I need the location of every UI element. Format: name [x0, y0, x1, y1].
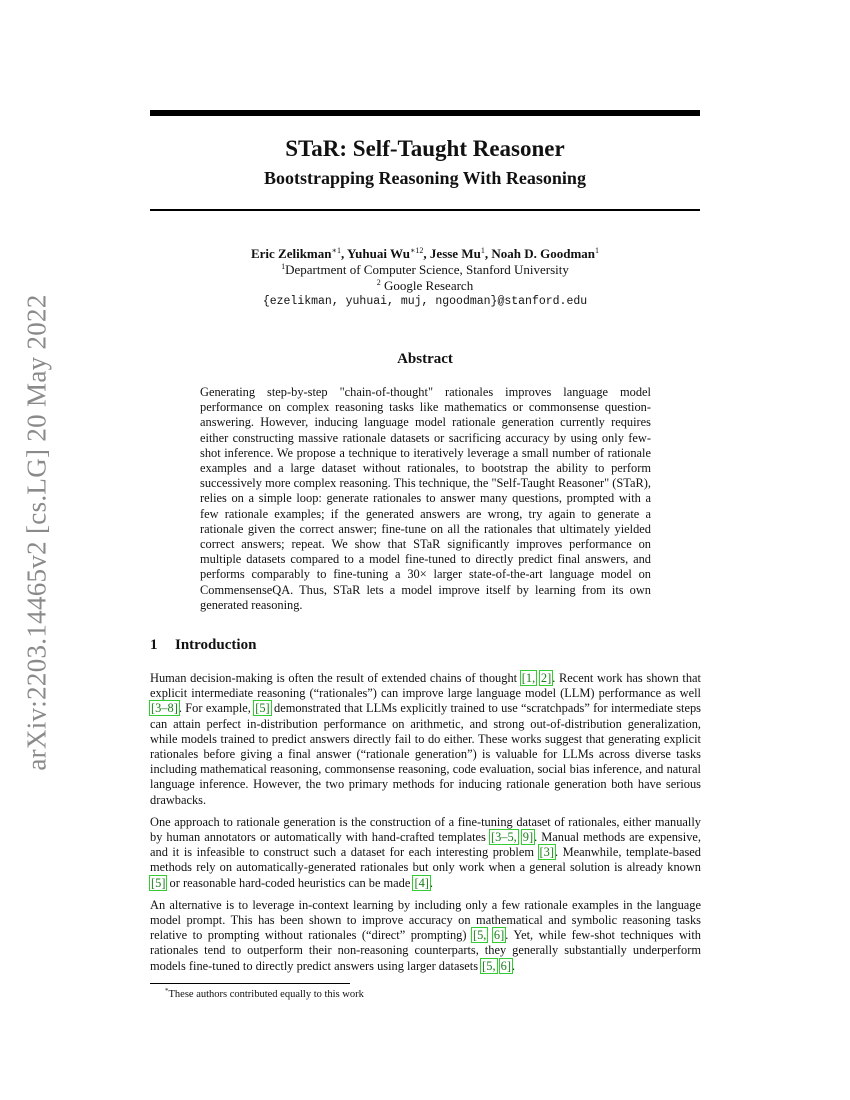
paragraph-text: . For example,: [178, 701, 255, 716]
intro-paragraph: [150, 815, 701, 891]
author-name: Yuhuai Wu: [346, 246, 410, 261]
citation-link[interactable]: [4]: [414, 875, 429, 890]
paragraph-text: . Yet, while few-shot techniques with rationales tend to outperform their non-reasoning counterparts, they generally substantially underperform models fine-tuned to directly predict answers using larger datasets: [150, 928, 701, 973]
author-affiliation-marker: ∗12: [409, 246, 424, 255]
paragraph-text: . Manual methods are expensive, and it is infeasible to construct such a dataset for each interesting problem: [150, 830, 701, 860]
footnote-marker: *: [165, 987, 169, 995]
paragraph-text: . Meanwhile, template-based methods rely on automatically-generated rationales but only work when a general solution is already known: [150, 845, 701, 875]
citation-link[interactable]: [5]: [255, 701, 270, 716]
paper-subtitle: Bootstrapping Reasoning With Reasoning: [264, 168, 586, 188]
author-name: Eric Zelikman: [250, 246, 332, 261]
author-separator: ,: [484, 246, 492, 261]
author-emails: {ezelikman, yuhuai, muj, ngoodman}@stanford.edu: [262, 295, 588, 308]
author-separator: ,: [423, 246, 430, 261]
citation-link[interactable]: [5,: [472, 928, 487, 943]
citation-link[interactable]: [5,: [482, 958, 496, 973]
affiliation-1-text: Department of Computer Science, Stanford University: [285, 262, 569, 277]
footnote: [165, 988, 364, 1001]
title-top-rule: [150, 110, 700, 116]
paper-title: STaR: Self-Taught Reasoner: [285, 136, 565, 161]
author-name: Noah D. Goodman: [491, 246, 596, 261]
abstract-heading: Abstract: [397, 351, 453, 367]
paragraph-text: demonstrated that LLMs explicitly trained to use “scratchpads” for intermediate steps can attain perfect in-distribution performance on arithmetic, and strong out-of-distribution generalization, while models trained to predict answers directly fail to do either. These works suggest that generating explicit rationales before giving a final answer (“rationale generation”) is valuable for LLMs across diverse tasks including mathematical reasoning, commonsense reasoning, code evaluation, social bias inference, and natural language inference. However, the two primary methods for inducing rationale generation both have serious drawbacks.: [150, 701, 701, 807]
author-affiliation-marker: 1: [480, 246, 485, 255]
author-affiliation-marker: 1: [595, 246, 600, 255]
citation-link[interactable]: [1,: [521, 671, 536, 685]
arxiv-stamp-text: arXiv:2203.14465v2 [cs.LG] 20 May 2022: [21, 293, 52, 771]
affiliation-2-marker: 2: [376, 278, 381, 287]
intro-paragraph: [150, 671, 701, 808]
author-name: Jesse Mu: [429, 246, 481, 261]
intro-paragraph: [150, 898, 701, 974]
section-number: 1: [150, 637, 158, 653]
citation-link[interactable]: 6]: [500, 958, 511, 973]
paragraph-text: .: [429, 875, 434, 890]
paragraph-text: An alternative is to leverage in-context learning by including only a few rationale examples in the language model prompt. This has been shown to improve accuracy on mathematical and symbolic reasoning tasks relative to prompting without rationales (“direct” prompting): [150, 897, 701, 943]
paragraph-text: One approach to rationale generation is the construction of a fine-tuning dataset of rationales, either manually by human annotators or automatically with hand-crafted templates: [150, 814, 701, 845]
affiliation-1-marker: 1: [281, 262, 286, 271]
citation-link[interactable]: [5]: [151, 875, 166, 890]
citation-link[interactable]: 9]: [522, 830, 534, 845]
section-title: Introduction: [175, 637, 257, 653]
introduction-body: [150, 671, 701, 981]
author-separator: ,: [340, 246, 347, 261]
title-bottom-rule: [150, 209, 700, 211]
citation-link[interactable]: [3]: [539, 845, 554, 860]
footnote-rule: [150, 983, 350, 984]
affiliation-2: [150, 278, 700, 294]
arxiv-identifier-stamp: [12, 288, 62, 776]
citation-link[interactable]: [3–8]: [151, 701, 178, 716]
citation-link[interactable]: 6]: [493, 928, 505, 943]
affiliation-1: [150, 262, 700, 278]
abstract-text: Generating step-by-step "chain-of-thought" rationales improves language model performance on complex reasoning tasks like mathematics or commonsense question-answering. However, inducing language model rationale generation currently requires either constructing massive rationale datasets or sacrificing accuracy by using only few-shot inference. We propose a technique to iteratively leverage a small number of rationale examples and a large dataset without rationales, to bootstrap the ability to perform successively more complex reasoning. This technique, the "Self-Taught Reasoner" (STaR), relies on a simple loop: generate rationales to answer many questions, prompted with a few rationale examples; if the generated answers are wrong, try again to generate a rationale given the correct answer; fine-tune on all the rationales that ultimately yielded correct answers; repeat. We show that STaR significantly improves performance on multiple datasets compared to a model fine-tuned to directly predict final answers, and performs comparably to fine-tuning a 30× larger state-of-the-art language model on CommensenseQA. Thus, STaR lets a model improve itself by learning from its own generated reasoning.: [200, 385, 651, 612]
section-heading: [150, 635, 256, 655]
paragraph-text: . Recent work has shown that explicit intermediate reasoning (“rationales”) can improve large language model (LLM) performance as well: [150, 671, 701, 701]
paragraph-text: Human decision-making is often the result of extended chains of thought: [150, 671, 521, 685]
author-names: [150, 246, 700, 262]
author-affiliation-marker: ∗1: [331, 246, 341, 255]
footnote-text: These authors contributed equally to this work: [168, 989, 364, 1000]
affiliation-2-text: Google Research: [380, 278, 474, 293]
author-block: [150, 246, 700, 310]
paragraph-text: .: [511, 958, 516, 973]
paragraph-text: or reasonable hard-coded heuristics can be made: [166, 875, 414, 890]
citation-link[interactable]: 2]: [540, 671, 552, 685]
citation-link[interactable]: [3–5,: [490, 830, 517, 845]
